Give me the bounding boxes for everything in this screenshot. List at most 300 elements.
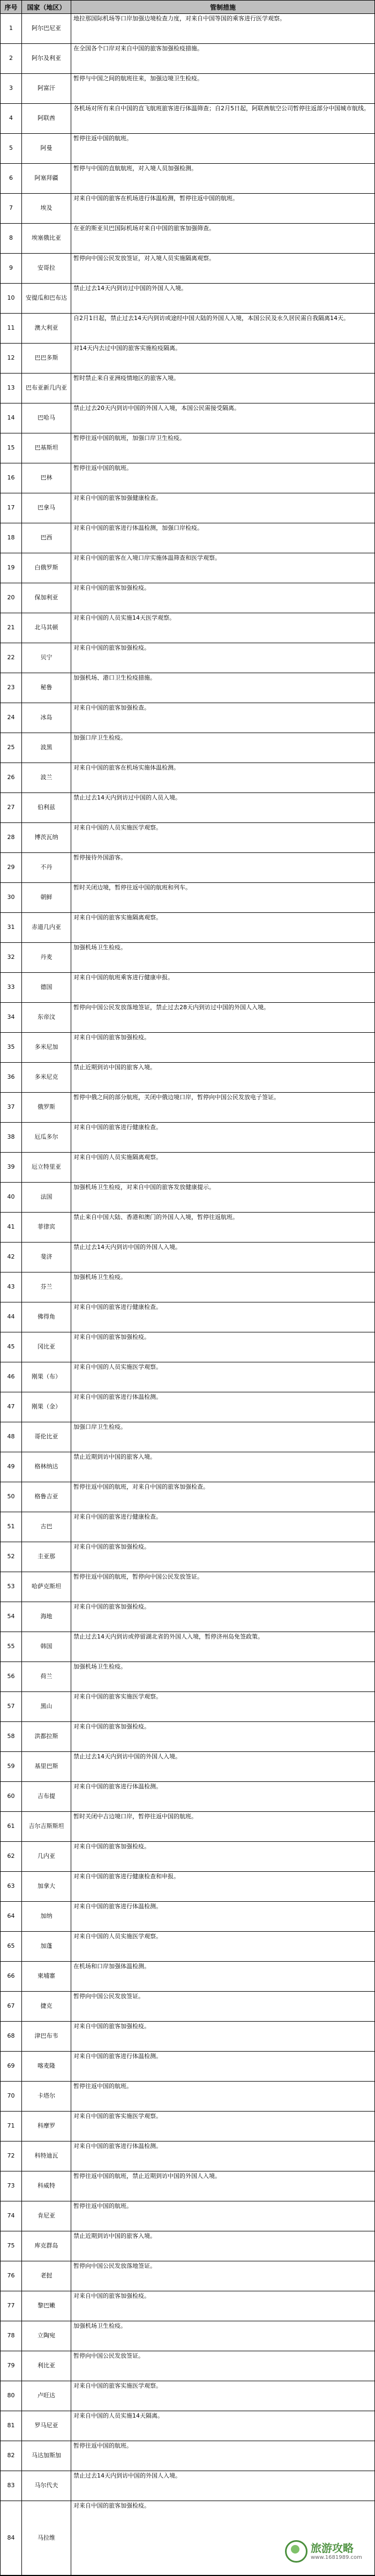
row-country: 巴西 bbox=[22, 523, 71, 553]
row-number: 4 bbox=[1, 104, 22, 133]
row-measure: 暂停往返中国的航班。 bbox=[73, 135, 132, 142]
row-measure: 禁止来自中国大陆、香港和澳门的外国人入境，暂停往返航班。 bbox=[73, 1214, 238, 1221]
table-row bbox=[1, 2022, 374, 2052]
row-number: 14 bbox=[1, 403, 22, 433]
table-row bbox=[1, 2171, 374, 2201]
table-row bbox=[1, 1033, 374, 1063]
row-measure: 暂停往返中国的航班，暂停向中国公民发放签证。 bbox=[73, 1573, 203, 1580]
table-row bbox=[1, 1452, 374, 1482]
row-measure: 对来自中国的旅客加强检疫。 bbox=[73, 1333, 150, 1340]
row-country: 哥伦比亚 bbox=[22, 1422, 71, 1452]
row-number: 45 bbox=[1, 1332, 22, 1362]
row-country: 赤道几内亚 bbox=[22, 913, 71, 942]
row-number: 54 bbox=[1, 1602, 22, 1632]
row-measure: 加强机场卫生检疫。 bbox=[73, 1274, 126, 1281]
table-row bbox=[1, 2201, 374, 2231]
row-country: 黑山 bbox=[22, 1692, 71, 1721]
row-number: 59 bbox=[1, 1752, 22, 1781]
row-measure: 对来自中国的旅客加强检疫。 bbox=[73, 1034, 150, 1041]
row-measure: 在亚的斯亚贝巴国际机场对来自中国的旅客加强筛查。 bbox=[73, 225, 215, 232]
row-measure: 自2月1日起，禁止过去14天内到访或途经中国大陆的外国人入境，本国公民及永久居民需自我隔离14天。 bbox=[73, 315, 349, 322]
row-country: 吉布提 bbox=[22, 1782, 71, 1811]
row-number: 31 bbox=[1, 913, 22, 942]
row-country: 黎巴嫩 bbox=[22, 2291, 71, 2321]
table-row bbox=[1, 853, 374, 883]
row-number: 21 bbox=[1, 613, 22, 643]
row-measure: 对来自中国的航班乘客进行健康申报。 bbox=[73, 974, 174, 981]
row-measure: 暂停往返中国的航班，对来自中国的旅客加强检查。 bbox=[73, 1483, 209, 1490]
row-number: 19 bbox=[1, 553, 22, 583]
row-measure: 对来自中国的旅客进行体温检测。 bbox=[73, 1783, 162, 1790]
table-row bbox=[1, 1422, 374, 1452]
row-number: 11 bbox=[1, 314, 22, 343]
row-measure: 禁止近期到访中国的旅客入境。 bbox=[73, 2232, 156, 2239]
table-row bbox=[1, 1123, 374, 1153]
table-row bbox=[1, 194, 374, 224]
table-row bbox=[1, 883, 374, 913]
row-country: 立陶宛 bbox=[22, 2321, 71, 2351]
table-row bbox=[1, 1093, 374, 1123]
table-row bbox=[1, 344, 374, 374]
table-row bbox=[1, 1063, 374, 1093]
row-number: 57 bbox=[1, 1692, 22, 1721]
row-measure: 对来自中国的旅客加强检查。 bbox=[73, 704, 150, 711]
table-row bbox=[1, 793, 374, 823]
row-measure: 在机场和口岸加强体温检测。 bbox=[73, 1963, 150, 1970]
row-number: 6 bbox=[1, 164, 22, 193]
row-country: 安提瓜和巴布达 bbox=[22, 284, 71, 313]
row-number: 79 bbox=[1, 2351, 22, 2381]
row-measure: 加强机场卫生检疫，对来自中国的旅客发放健康提示。 bbox=[73, 1184, 215, 1191]
row-measure: 对来自中国的旅客进行健康检查。 bbox=[73, 1513, 162, 1520]
table-row bbox=[1, 733, 374, 763]
row-number: 84 bbox=[1, 2501, 22, 2575]
row-country: 库克群岛 bbox=[22, 2231, 71, 2261]
row-measure: 对来自中国的人员实施14天医学观察。 bbox=[73, 614, 175, 621]
row-measure: 暂停中俄之间的部分航班，关闭中俄边境口岸，暂停向中国公民发放电子签证。 bbox=[73, 1094, 280, 1101]
row-number: 49 bbox=[1, 1452, 22, 1482]
row-country: 加蓬 bbox=[22, 1932, 71, 1961]
row-country: 阿塞拜疆 bbox=[22, 164, 71, 193]
row-number: 40 bbox=[1, 1183, 22, 1212]
table-row bbox=[1, 104, 374, 134]
row-measure: 地拉那国际机场等口岸加强边境检查力度，对来自中国等国的乘客进行医学观察。 bbox=[73, 15, 286, 22]
row-country: 巴布亚新几内亚 bbox=[22, 374, 71, 403]
row-number: 67 bbox=[1, 1992, 22, 2021]
row-number: 82 bbox=[1, 2441, 22, 2471]
row-number: 27 bbox=[1, 793, 22, 822]
table-row bbox=[1, 1752, 374, 1782]
table-row bbox=[1, 1332, 374, 1362]
table-row bbox=[1, 2321, 374, 2351]
row-measure: 对来自中国的旅客进行体温检测。 bbox=[73, 2143, 162, 2150]
table-row bbox=[1, 1872, 374, 1902]
row-country: 喀麦隆 bbox=[22, 2052, 71, 2081]
row-country: 加拿大 bbox=[22, 1872, 71, 1901]
row-country: 保加利亚 bbox=[22, 583, 71, 613]
row-measure: 暂停与中国的直航航班，对入境人员加强检测。 bbox=[73, 165, 197, 172]
row-number: 20 bbox=[1, 583, 22, 613]
row-number: 38 bbox=[1, 1123, 22, 1152]
row-number: 39 bbox=[1, 1153, 22, 1182]
row-country: 刚果（布） bbox=[22, 1362, 71, 1392]
row-number: 37 bbox=[1, 1093, 22, 1122]
row-measure: 对来自中国的旅客实施医学观察。 bbox=[73, 2113, 162, 2120]
row-country: 马尔代夫 bbox=[22, 2471, 71, 2501]
row-measure: 对来自中国的旅客加强检疫。 bbox=[73, 1723, 150, 1730]
row-country: 巴林 bbox=[22, 463, 71, 493]
table-row bbox=[1, 763, 374, 793]
row-number: 29 bbox=[1, 853, 22, 882]
row-country: 阿联酋 bbox=[22, 104, 71, 133]
row-country: 伯利兹 bbox=[22, 793, 71, 822]
row-measure: 对来自中国的旅客加强检疫。 bbox=[73, 2292, 150, 2299]
row-measure: 对来自中国的旅客加强检疫。 bbox=[73, 584, 150, 591]
row-number: 51 bbox=[1, 1512, 22, 1542]
table-row bbox=[1, 1602, 374, 1632]
row-number: 24 bbox=[1, 703, 22, 733]
row-country: 巴哈马 bbox=[22, 403, 71, 433]
row-measure: 暂停接待外国游客。 bbox=[73, 854, 126, 861]
row-country: 白俄罗斯 bbox=[22, 553, 71, 583]
row-country: 罗马尼亚 bbox=[22, 2411, 71, 2441]
row-country: 阿尔巴尼亚 bbox=[22, 14, 71, 43]
watermark-title: 旅游攻略 bbox=[311, 2542, 354, 2555]
row-measure: 暂停向中国公民发放落地签证，禁止过去28天内到访过中国的外国人入境。 bbox=[73, 1004, 269, 1011]
row-number: 70 bbox=[1, 2082, 22, 2111]
row-country: 利比亚 bbox=[22, 2351, 71, 2381]
row-number: 36 bbox=[1, 1063, 22, 1092]
row-country: 菲律宾 bbox=[22, 1213, 71, 1242]
table-row bbox=[1, 1842, 374, 1872]
table-row bbox=[1, 643, 374, 673]
row-measure: 对来自中国的人员实施14天隔离。 bbox=[73, 2412, 163, 2419]
table-row bbox=[1, 2411, 374, 2441]
row-number: 3 bbox=[1, 74, 22, 103]
row-number: 73 bbox=[1, 2171, 22, 2201]
row-number: 76 bbox=[1, 2261, 22, 2291]
table-row bbox=[1, 1542, 374, 1572]
row-measure: 暂停往返中国的航班，加强口岸卫生检疫。 bbox=[73, 435, 185, 441]
row-number: 58 bbox=[1, 1722, 22, 1751]
table-row bbox=[1, 44, 374, 74]
row-measure: 禁止过去14天内到访中国的外国人入境。 bbox=[73, 2472, 181, 2479]
table-row bbox=[1, 2261, 374, 2291]
row-country: 斐济 bbox=[22, 1243, 71, 1272]
row-country: 巴巴多斯 bbox=[22, 344, 71, 373]
row-country: 吉尔吉斯斯坦 bbox=[22, 1812, 71, 1841]
row-number: 15 bbox=[1, 433, 22, 463]
row-number: 52 bbox=[1, 1542, 22, 1572]
row-country: 马拉维 bbox=[22, 2501, 71, 2575]
row-measure: 对来自中国的旅客进行健康检查。 bbox=[73, 1304, 162, 1310]
row-number: 13 bbox=[1, 374, 22, 403]
row-country: 洪都拉斯 bbox=[22, 1722, 71, 1751]
row-country: 朝鲜 bbox=[22, 883, 71, 912]
row-measure: 加强口岸卫生检疫。 bbox=[73, 734, 126, 741]
table-row bbox=[1, 1572, 374, 1602]
row-number: 60 bbox=[1, 1782, 22, 1811]
table-row bbox=[1, 1392, 374, 1422]
row-number: 50 bbox=[1, 1482, 22, 1512]
row-country: 佛得角 bbox=[22, 1302, 71, 1332]
table-row bbox=[1, 1782, 374, 1812]
row-country: 捷克 bbox=[22, 1992, 71, 2021]
table-row bbox=[1, 1512, 374, 1542]
row-number: 5 bbox=[1, 134, 22, 163]
row-measure: 各机场对所有来自中国的直飞航班旅客进行体温筛查；自2月5日起，阿联酋航空公司暂停往返部分中国城市航线。 bbox=[73, 105, 370, 112]
row-number: 30 bbox=[1, 883, 22, 912]
header-country: 国家（地区） bbox=[22, 1, 71, 13]
table-row bbox=[1, 1153, 374, 1183]
row-measure: 暂停往返中国的航班。 bbox=[73, 2083, 132, 2090]
table-row bbox=[1, 673, 374, 703]
table-row bbox=[1, 2052, 374, 2082]
watermark-logo-icon bbox=[285, 2540, 308, 2563]
row-number: 34 bbox=[1, 1003, 22, 1032]
row-measure: 暂停向中国公民发放签证。 bbox=[73, 1993, 144, 2000]
row-measure: 对来自中国的旅客在入境口岸实施体温筛查和医学观察。 bbox=[73, 554, 221, 561]
table-row bbox=[1, 2141, 374, 2171]
row-country: 巴基斯坦 bbox=[22, 433, 71, 463]
row-number: 12 bbox=[1, 344, 22, 373]
table-row bbox=[1, 134, 374, 164]
row-number: 7 bbox=[1, 194, 22, 223]
row-country: 荷兰 bbox=[22, 1662, 71, 1691]
row-number: 80 bbox=[1, 2381, 22, 2411]
row-measure: 对来自中国的旅客进行体温检测。 bbox=[73, 1903, 162, 1910]
row-number: 43 bbox=[1, 1272, 22, 1302]
row-country: 科摩罗 bbox=[22, 2112, 71, 2141]
row-measure: 对来自中国的旅客进行体温检测。 bbox=[73, 1393, 162, 1400]
row-country: 肯尼亚 bbox=[22, 2201, 71, 2231]
row-measure: 暂停向中国公民发放签证。 bbox=[73, 2352, 144, 2359]
table-row bbox=[1, 403, 374, 433]
row-measure: 禁止过去14天内到访中国的外国人入境。 bbox=[73, 1753, 181, 1760]
row-country: 冈比亚 bbox=[22, 1332, 71, 1362]
row-measure: 对来自中国的旅客实施医学观察。 bbox=[73, 2382, 162, 2389]
row-measure: 禁止过去14天内到访过中国的外国人入境。 bbox=[73, 285, 187, 292]
row-country: 贝宁 bbox=[22, 643, 71, 673]
row-country: 巴拿马 bbox=[22, 493, 71, 523]
row-country: 法国 bbox=[22, 1183, 71, 1212]
row-measure: 对来自中国的旅客加强健康检查。 bbox=[73, 494, 162, 501]
row-measure: 对来自中国的旅客加强检疫。 bbox=[73, 2502, 150, 2509]
row-measure: 暂停往返中国的航班，禁止近期到访中国的外国人入境。 bbox=[73, 2173, 221, 2179]
table-row bbox=[1, 913, 374, 943]
row-number: 33 bbox=[1, 973, 22, 1002]
row-country: 东帝汶 bbox=[22, 1003, 71, 1032]
table-row bbox=[1, 463, 374, 493]
row-country: 俄罗斯 bbox=[22, 1093, 71, 1122]
row-number: 35 bbox=[1, 1033, 22, 1062]
watermark-url: www.1681989.com bbox=[311, 2555, 362, 2560]
header-measure: 管制措施 bbox=[209, 3, 236, 11]
table-row bbox=[1, 1183, 374, 1213]
row-measure: 对来自中国的旅客实施隔离观察。 bbox=[73, 914, 162, 921]
row-measure: 禁止过去14天内到访或停留湖北省的外国人入境，暂停济州岛免签政策。 bbox=[73, 1633, 264, 1640]
row-number: 22 bbox=[1, 643, 22, 673]
row-measure: 禁止过去20天内到访中国的外国人入境，本国公民需接受隔离。 bbox=[73, 405, 240, 411]
table-row bbox=[1, 1812, 374, 1842]
row-number: 69 bbox=[1, 2052, 22, 2081]
table-row bbox=[1, 2231, 374, 2261]
table-row bbox=[1, 2291, 374, 2321]
row-measure: 对来自中国的人员实施医学观察。 bbox=[73, 1933, 162, 1940]
table-row bbox=[1, 1243, 374, 1272]
row-country: 基里巴斯 bbox=[22, 1752, 71, 1781]
row-country: 冰岛 bbox=[22, 703, 71, 733]
row-number: 72 bbox=[1, 2141, 22, 2171]
row-number: 17 bbox=[1, 493, 22, 523]
row-number: 32 bbox=[1, 943, 22, 972]
row-number: 64 bbox=[1, 1902, 22, 1931]
row-country: 多米尼加 bbox=[22, 1033, 71, 1062]
table-row bbox=[1, 613, 374, 643]
row-number: 81 bbox=[1, 2411, 22, 2441]
row-number: 56 bbox=[1, 1662, 22, 1691]
row-number: 1 bbox=[1, 14, 22, 43]
row-number: 68 bbox=[1, 2022, 22, 2051]
row-country: 圭亚那 bbox=[22, 1542, 71, 1572]
row-country: 马达加斯加 bbox=[22, 2441, 71, 2471]
table-row bbox=[1, 2381, 374, 2411]
row-country: 加纳 bbox=[22, 1902, 71, 1931]
row-measure: 对来自中国的旅客加强检疫。 bbox=[73, 1603, 150, 1610]
row-country: 博茨瓦纳 bbox=[22, 823, 71, 852]
row-number: 65 bbox=[1, 1932, 22, 1961]
row-measure: 暂时禁止来自亚洲疫情地区的旅客入境。 bbox=[73, 375, 179, 382]
header-no: 序号 bbox=[1, 1, 22, 13]
table-row bbox=[1, 2471, 374, 2501]
table-row bbox=[1, 2082, 374, 2112]
row-measure: 对来自中国的旅客实施医学观察。 bbox=[73, 1693, 162, 1700]
table-row bbox=[1, 164, 374, 194]
table-row bbox=[1, 1272, 374, 1302]
row-measure: 对来自中国的旅客在机场进行体温检测，暂停往返中国的航班。 bbox=[73, 195, 238, 202]
table-row bbox=[1, 1722, 374, 1752]
row-number: 62 bbox=[1, 1842, 22, 1871]
table-row bbox=[1, 1362, 374, 1392]
row-country: 厄立特里亚 bbox=[22, 1153, 71, 1182]
row-country: 安哥拉 bbox=[22, 254, 71, 283]
row-measure: 对来自中国的旅客加强检疫。 bbox=[73, 1843, 150, 1850]
row-number: 28 bbox=[1, 823, 22, 852]
table-header bbox=[1, 1, 374, 14]
row-measure: 加强机场、港口卫生检疫措施。 bbox=[73, 674, 156, 681]
table-row bbox=[1, 314, 374, 344]
row-country: 阿曼 bbox=[22, 134, 71, 163]
row-measure: 加强机场卫生检疫。 bbox=[73, 944, 126, 951]
row-measure: 对来自中国的旅客进行健康检查。 bbox=[73, 1124, 162, 1131]
row-measure: 禁止过去14天内到访中国的外国人入境。 bbox=[73, 1244, 181, 1251]
row-measure: 暂停往返中国的航班。 bbox=[73, 464, 132, 471]
row-country: 科威特 bbox=[22, 2171, 71, 2201]
row-country: 阿富汗 bbox=[22, 74, 71, 103]
row-measure: 暂停与中国之间的航班往来，加强边境卫生检疫。 bbox=[73, 75, 203, 82]
row-number: 25 bbox=[1, 733, 22, 763]
row-measure: 对来自中国的旅客加强检疫。 bbox=[73, 1543, 150, 1550]
row-measure: 暂停向中国公民发放签证，对入境人员实施隔离观察。 bbox=[73, 255, 215, 262]
row-measure: 对来自中国的人员实施医学观察。 bbox=[73, 1363, 162, 1370]
row-measure: 暂停向中国公民发放落地签证。 bbox=[73, 2262, 156, 2269]
row-country: 不丹 bbox=[22, 853, 71, 882]
row-number: 77 bbox=[1, 2291, 22, 2321]
row-number: 55 bbox=[1, 1632, 22, 1662]
row-number: 63 bbox=[1, 1872, 22, 1901]
row-number: 26 bbox=[1, 763, 22, 792]
row-number: 42 bbox=[1, 1243, 22, 1272]
table-row bbox=[1, 14, 374, 44]
row-country: 德国 bbox=[22, 973, 71, 1002]
row-number: 83 bbox=[1, 2471, 22, 2501]
row-country: 波兰 bbox=[22, 763, 71, 792]
row-measure: 在全国各个口岸对来自中国的旅客加强检疫措施。 bbox=[73, 45, 203, 52]
row-measure: 禁止近期到访中国的旅客入境。 bbox=[73, 1064, 156, 1071]
row-country: 几内亚 bbox=[22, 1842, 71, 1871]
row-measure: 对来自中国的旅客在机场实施体温检测。 bbox=[73, 764, 179, 771]
row-country: 秘鲁 bbox=[22, 673, 71, 703]
row-measure: 对来自中国的旅客进行体温检测。 bbox=[73, 2053, 162, 2060]
row-measure: 禁止近期到访中国的旅客入境。 bbox=[73, 1453, 156, 1460]
row-measure: 暂停往返中国的航班。 bbox=[73, 2202, 132, 2209]
row-number: 41 bbox=[1, 1213, 22, 1242]
row-number: 9 bbox=[1, 254, 22, 283]
site-watermark bbox=[285, 2534, 371, 2569]
row-measure: 禁止过去14天内到访过中国的人员入境。 bbox=[73, 794, 181, 801]
row-country: 丹麦 bbox=[22, 943, 71, 972]
row-country: 科特迪瓦 bbox=[22, 2141, 71, 2171]
row-number: 16 bbox=[1, 463, 22, 493]
row-number: 75 bbox=[1, 2231, 22, 2261]
row-country: 澳大利亚 bbox=[22, 314, 71, 343]
table-row bbox=[1, 553, 374, 583]
table-row bbox=[1, 374, 374, 403]
row-number: 47 bbox=[1, 1392, 22, 1422]
table-row bbox=[1, 254, 374, 284]
row-number: 18 bbox=[1, 523, 22, 553]
table-row bbox=[1, 284, 374, 314]
row-measure: 对来自中国的人员实施隔离观察。 bbox=[73, 1154, 162, 1161]
row-country: 哈萨克斯坦 bbox=[22, 1572, 71, 1602]
table-row bbox=[1, 1632, 374, 1662]
row-country: 多米尼克 bbox=[22, 1063, 71, 1092]
row-number: 46 bbox=[1, 1362, 22, 1392]
row-country: 韩国 bbox=[22, 1632, 71, 1662]
table-row bbox=[1, 1992, 374, 2022]
row-country: 津巴布韦 bbox=[22, 2022, 71, 2051]
table-row bbox=[1, 973, 374, 1003]
table-row bbox=[1, 224, 374, 254]
table-body bbox=[1, 14, 374, 2575]
row-country: 阿尔及利亚 bbox=[22, 44, 71, 73]
row-measure: 对来自中国的人员实施医学观察。 bbox=[73, 824, 162, 831]
row-country: 埃塞俄比亚 bbox=[22, 224, 71, 253]
row-country: 埃及 bbox=[22, 194, 71, 223]
row-country: 厄瓜多尔 bbox=[22, 1123, 71, 1152]
row-measure: 暂时关闭中吉边境口岸，暂停往返中国的航班。 bbox=[73, 1813, 197, 1820]
table-row bbox=[1, 2441, 374, 2471]
table-row bbox=[1, 433, 374, 463]
row-measure: 对来自中国的旅客进行体温检测，加强口岸检疫。 bbox=[73, 524, 203, 531]
table-row bbox=[1, 1482, 374, 1512]
row-measure: 加强机场卫生检疫。 bbox=[73, 1663, 126, 1670]
row-measure: 暂停往返中国的航班。 bbox=[73, 2442, 132, 2449]
row-measure: 对来自中国的旅客进行健康检查和申报。 bbox=[73, 1873, 179, 1880]
row-number: 78 bbox=[1, 2321, 22, 2351]
row-number: 2 bbox=[1, 44, 22, 73]
row-number: 53 bbox=[1, 1572, 22, 1602]
